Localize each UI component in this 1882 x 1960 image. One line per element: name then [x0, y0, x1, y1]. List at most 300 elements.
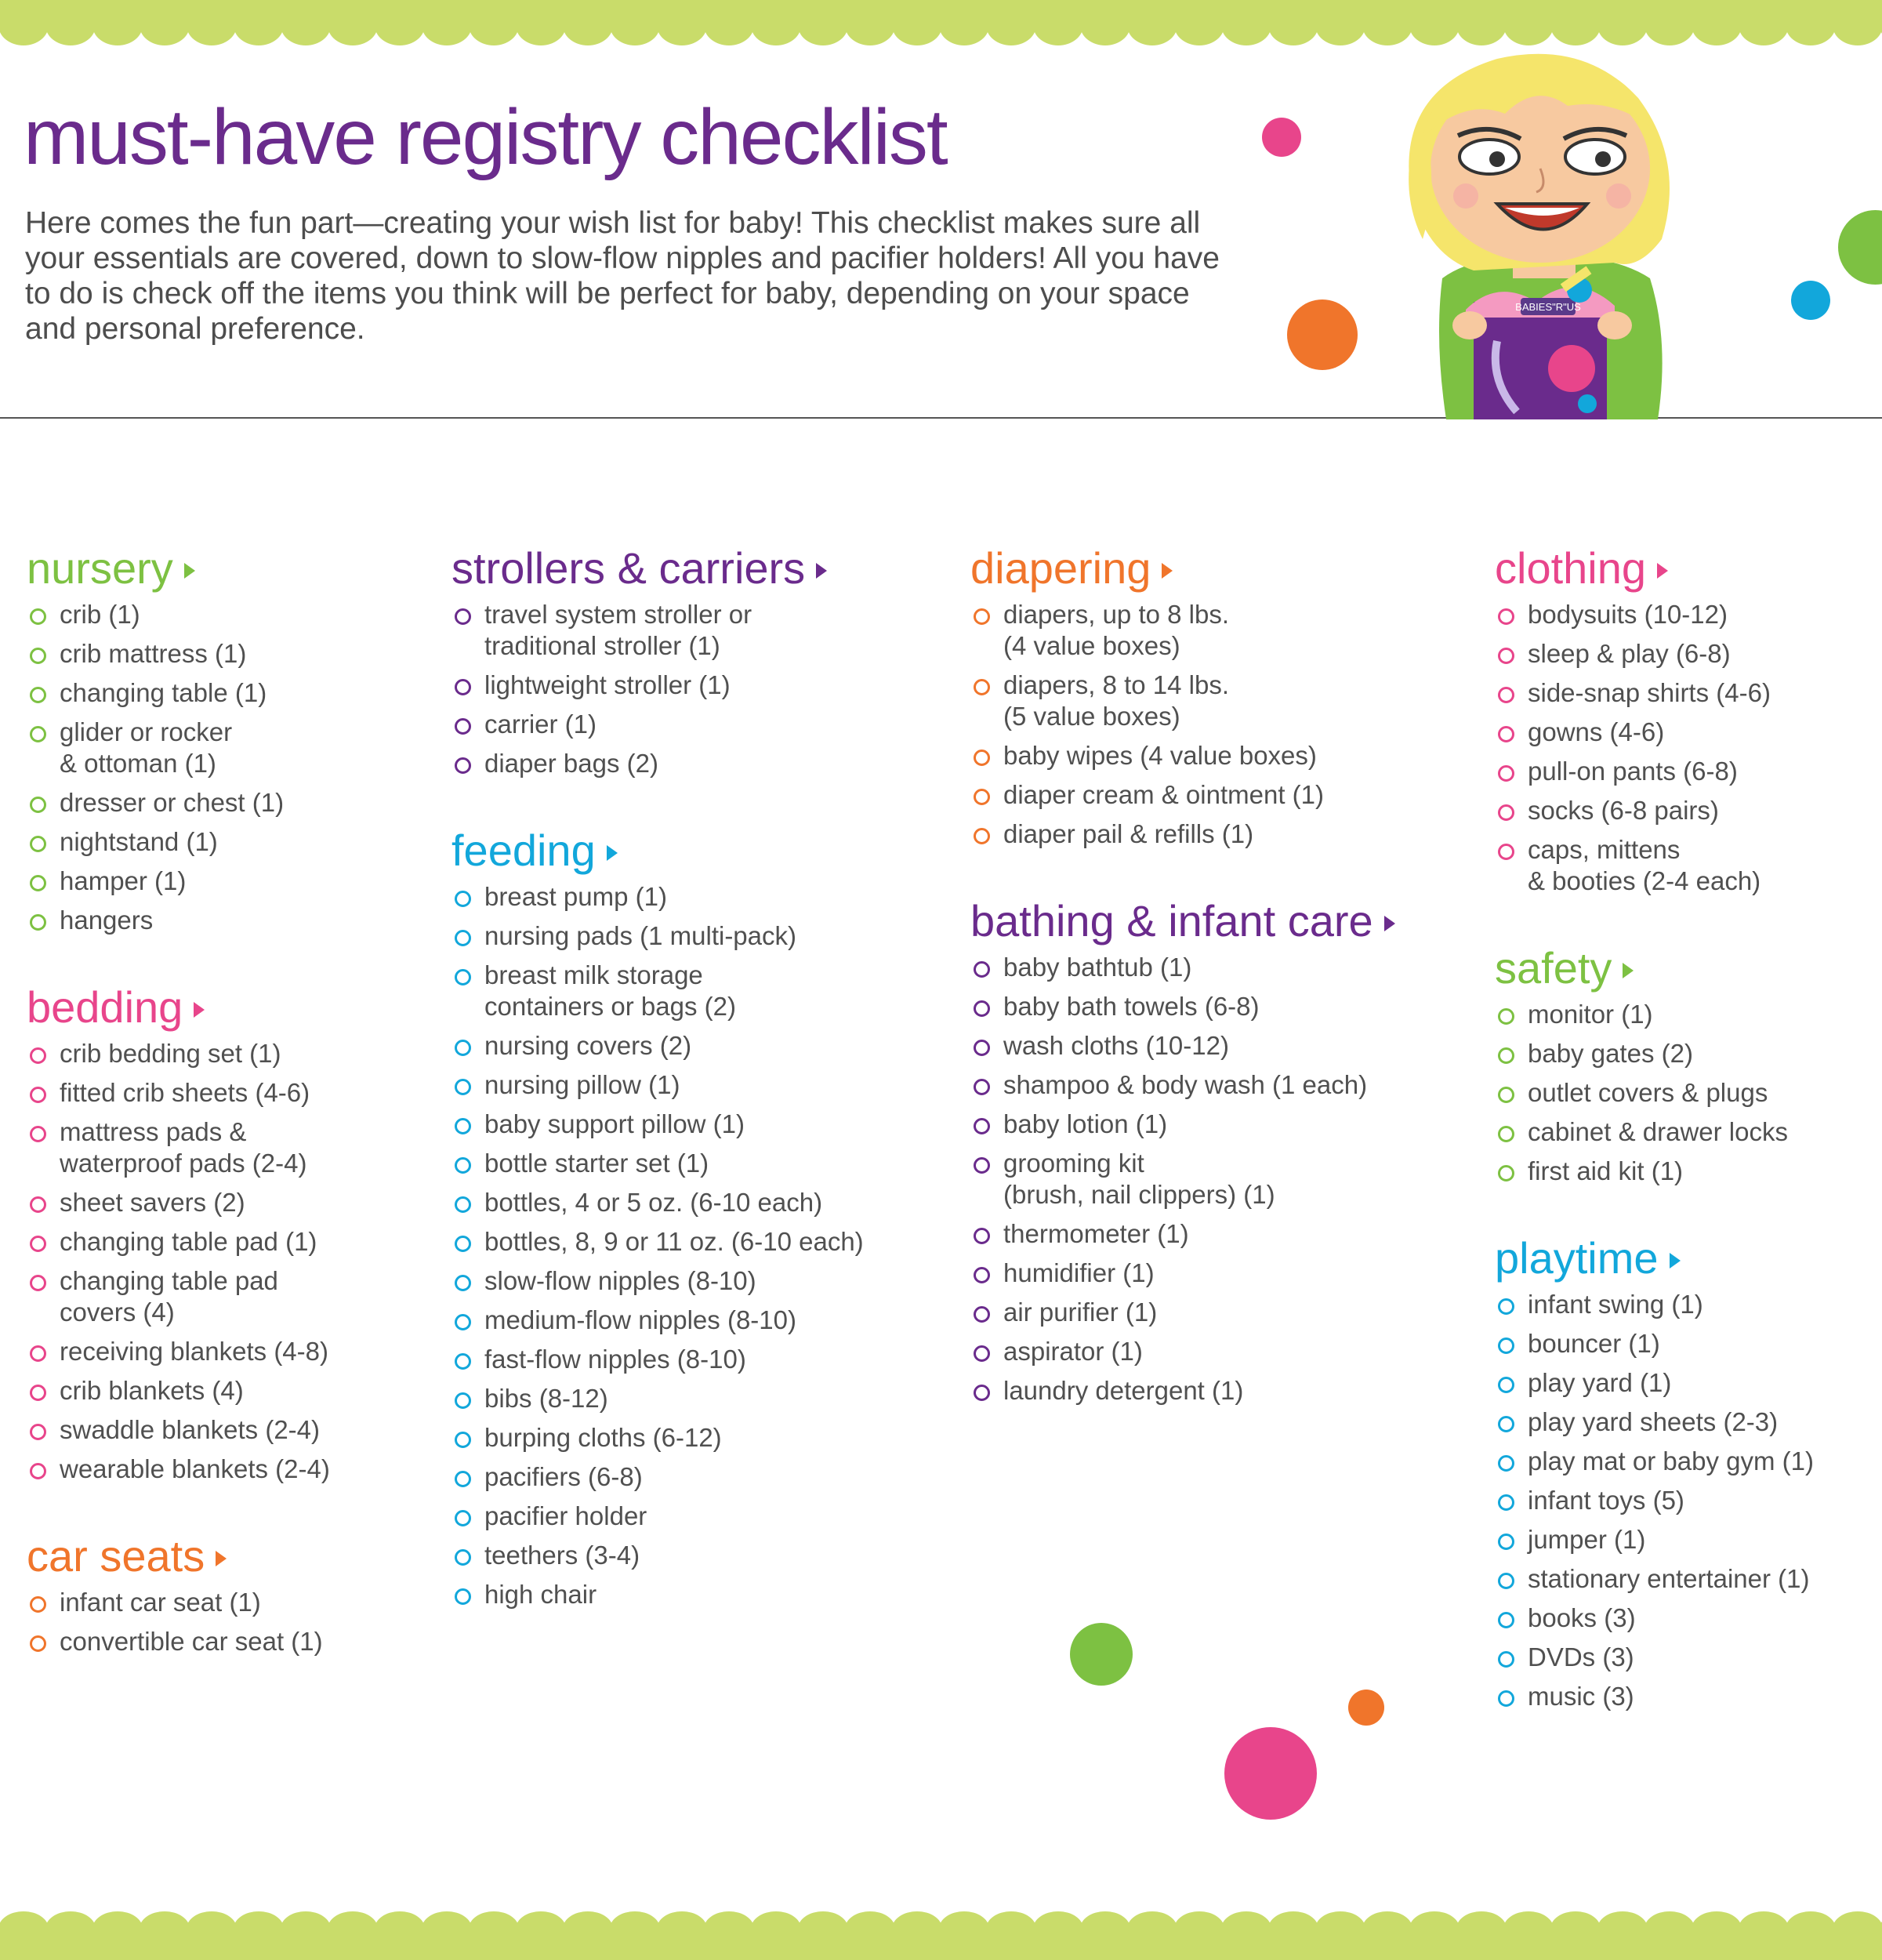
checklist-item-label: caps, mittens & booties (2-4 each)	[1528, 835, 1761, 895]
checklist-item[interactable]	[27, 1336, 434, 1367]
checkbox-circle-icon[interactable]	[455, 718, 471, 735]
section-title-text: bathing & infant care	[970, 896, 1373, 946]
checklist-column-1	[27, 541, 434, 1701]
checklist-item[interactable]	[970, 991, 1472, 1022]
section-title-text: safety	[1495, 943, 1612, 993]
green-dot-decoration	[1838, 210, 1882, 285]
checklist-item[interactable]	[1495, 717, 1871, 748]
checkbox-circle-icon[interactable]	[455, 1314, 471, 1330]
checklist-item[interactable]	[970, 1148, 1472, 1210]
section-playtime	[1495, 1231, 1871, 1712]
checklist-item[interactable]	[451, 1187, 953, 1218]
checklist-item[interactable]	[1495, 1602, 1871, 1634]
checklist-item[interactable]	[451, 960, 953, 1022]
checkbox-circle-icon[interactable]	[455, 1549, 471, 1566]
checklist-item[interactable]	[970, 1336, 1472, 1367]
checklist-items	[27, 1038, 434, 1485]
checklist-item[interactable]	[970, 1258, 1472, 1289]
checklist-item-label: bodysuits (10-12)	[1528, 600, 1728, 629]
checklist-item[interactable]	[27, 599, 434, 630]
checkbox-circle-icon[interactable]	[1498, 1047, 1514, 1064]
pink-dot-decoration-lower	[1224, 1727, 1317, 1820]
section-title-text: clothing	[1495, 543, 1647, 593]
section-title-strollers-and-carriers	[451, 541, 953, 596]
triangle-arrow-icon	[1657, 563, 1668, 579]
checkbox-circle-icon[interactable]	[455, 1196, 471, 1213]
checklist-item[interactable]	[27, 1454, 434, 1485]
section-title-diapering	[970, 541, 1472, 596]
checklist-item-label: receiving blankets (4-8)	[60, 1337, 328, 1366]
checkbox-circle-icon[interactable]	[455, 757, 471, 774]
checkbox-circle-icon[interactable]	[455, 1588, 471, 1605]
checklist-item[interactable]	[1495, 1642, 1871, 1673]
checklist-item[interactable]	[451, 1265, 953, 1297]
checklist-item-label: monitor (1)	[1528, 1000, 1653, 1029]
checkbox-circle-icon[interactable]	[1498, 1377, 1514, 1393]
checklist-item-label: hamper (1)	[60, 866, 187, 895]
checklist-item[interactable]	[451, 1540, 953, 1571]
checkbox-circle-icon[interactable]	[974, 1345, 990, 1362]
checklist-item[interactable]	[451, 1069, 953, 1101]
bottom-scallop-border	[0, 1889, 1882, 1960]
checklist-item[interactable]	[27, 717, 434, 779]
checklist-item[interactable]	[1495, 1038, 1871, 1069]
checkbox-circle-icon[interactable]	[30, 1463, 46, 1479]
checkbox-circle-icon[interactable]	[455, 1079, 471, 1095]
checklist-item-label: pull-on pants (6-8)	[1528, 757, 1738, 786]
checklist-item[interactable]	[1495, 1524, 1871, 1555]
checklist-item-label: laundry detergent (1)	[1003, 1376, 1244, 1405]
checkbox-circle-icon[interactable]	[30, 875, 46, 891]
checkbox-circle-icon[interactable]	[30, 648, 46, 664]
checklist-item[interactable]	[1495, 1367, 1871, 1399]
section-diapering	[970, 541, 1472, 850]
checklist-item-label: carrier (1)	[484, 710, 597, 739]
checklist-item-label: humidifier (1)	[1003, 1258, 1155, 1287]
checklist-column-4	[1495, 541, 1871, 1756]
checklist-item-label: air purifier (1)	[1003, 1298, 1158, 1327]
triangle-arrow-icon	[1384, 916, 1395, 931]
checklist-item[interactable]	[970, 818, 1472, 850]
checkbox-circle-icon[interactable]	[1498, 1087, 1514, 1103]
checkbox-circle-icon[interactable]	[30, 1047, 46, 1064]
checklist-items	[1495, 1289, 1871, 1712]
checklist-item[interactable]	[451, 1148, 953, 1179]
intro-paragraph: Here comes the fun part—creating your wish list for baby! This checklist makes sure all your essentials are covered, down to slow-flow nipples and pacifier holders! All you have to do is check off the items you think will be perfect for baby, depending on your space and personal preference.	[25, 206, 1220, 346]
checkbox-circle-icon[interactable]	[974, 1000, 990, 1017]
checkbox-circle-icon[interactable]	[1498, 1126, 1514, 1142]
checklist-item-label: changing table pad (1)	[60, 1227, 317, 1256]
checklist-item-label: bouncer (1)	[1528, 1329, 1660, 1358]
checkbox-circle-icon[interactable]	[455, 608, 471, 625]
checklist-item-label: travel system stroller or traditional stroller (1)	[484, 600, 752, 660]
checklist-item-label: play mat or baby gym (1)	[1528, 1446, 1814, 1475]
section-clothing	[1495, 541, 1871, 897]
checklist-item-label: baby support pillow (1)	[484, 1109, 745, 1138]
checklist-item-label: gowns (4-6)	[1528, 717, 1665, 746]
checkbox-circle-icon[interactable]	[455, 891, 471, 907]
triangle-arrow-icon	[216, 1551, 227, 1566]
checklist-item-label: wash cloths (10-12)	[1003, 1031, 1229, 1060]
triangle-arrow-icon	[607, 845, 618, 861]
checklist-item-label: books (3)	[1528, 1603, 1636, 1632]
section-title-bathing-and-infant-care	[970, 894, 1472, 949]
checklist-item-label: dresser or chest (1)	[60, 788, 285, 817]
checklist-items	[970, 952, 1472, 1406]
checkbox-circle-icon[interactable]	[1498, 765, 1514, 782]
section-title-feeding	[451, 823, 953, 878]
checkbox-circle-icon[interactable]	[455, 1432, 471, 1448]
checklist-item[interactable]	[1495, 756, 1871, 787]
checklist-item-label: thermometer (1)	[1003, 1219, 1189, 1248]
section-title-text: diapering	[970, 543, 1151, 593]
checklist-item[interactable]	[1495, 795, 1871, 826]
checklist-item[interactable]	[27, 677, 434, 709]
checklist-item-label: breast pump (1)	[484, 882, 667, 911]
checkbox-circle-icon[interactable]	[455, 1157, 471, 1174]
checkbox-circle-icon[interactable]	[1498, 1416, 1514, 1432]
checkbox-circle-icon[interactable]	[1498, 1690, 1514, 1707]
checklist-item-label: nursing covers (2)	[484, 1031, 692, 1060]
checkbox-circle-icon[interactable]	[974, 1118, 990, 1134]
checkbox-circle-icon[interactable]	[1498, 687, 1514, 703]
section-title-safety	[1495, 941, 1871, 996]
checklist-item[interactable]	[27, 1265, 434, 1328]
section-nursery	[27, 541, 434, 936]
checklist-item-label: diaper pail & refills (1)	[1003, 819, 1254, 848]
section-title-playtime	[1495, 1231, 1871, 1286]
checkbox-circle-icon[interactable]	[1498, 1573, 1514, 1589]
checklist-item-label: lightweight stroller (1)	[484, 670, 731, 699]
checklist-item-label: sleep & play (6-8)	[1528, 639, 1731, 668]
checklist-item[interactable]	[970, 1109, 1472, 1140]
checklist-item[interactable]	[1495, 1289, 1871, 1320]
checklist-item[interactable]	[970, 779, 1472, 811]
checklist-item[interactable]	[451, 1422, 953, 1454]
checkbox-circle-icon[interactable]	[1498, 1165, 1514, 1181]
checkbox-circle-icon[interactable]	[974, 608, 990, 625]
checklist-items	[27, 1587, 434, 1657]
checklist-item[interactable]	[1495, 677, 1871, 709]
checklist-item[interactable]	[1495, 638, 1871, 670]
checklist-item-label: nightstand (1)	[60, 827, 218, 856]
checklist-item-label: crib blankets (4)	[60, 1376, 244, 1405]
checkbox-circle-icon[interactable]	[974, 679, 990, 695]
checklist-item-label: glider or rocker & ottoman (1)	[60, 717, 233, 778]
checklist-item-label: breast milk storage containers or bags (2)	[484, 960, 736, 1021]
checkbox-circle-icon[interactable]	[974, 1157, 990, 1174]
section-title-text: strollers & carriers	[451, 543, 806, 593]
checklist-item[interactable]	[451, 881, 953, 913]
checklist-item[interactable]	[27, 1187, 434, 1218]
checkbox-circle-icon[interactable]	[1498, 1612, 1514, 1628]
checkbox-circle-icon[interactable]	[1498, 608, 1514, 625]
checkbox-circle-icon[interactable]	[1498, 1534, 1514, 1550]
checklist-item-label: baby lotion (1)	[1003, 1109, 1168, 1138]
checklist-item[interactable]	[451, 1579, 953, 1610]
checkbox-circle-icon[interactable]	[974, 828, 990, 844]
checklist-item-label: swaddle blankets (2-4)	[60, 1415, 320, 1444]
checklist-item-label: stationary entertainer (1)	[1528, 1564, 1810, 1593]
checkbox-circle-icon[interactable]	[30, 1424, 46, 1440]
checkbox-circle-icon[interactable]	[30, 1126, 46, 1142]
checklist-item[interactable]	[970, 670, 1472, 732]
checklist-item[interactable]	[27, 866, 434, 897]
section-title-text: bedding	[27, 982, 183, 1032]
checklist-item[interactable]	[27, 1626, 434, 1657]
checklist-item-label: fast-flow nipples (8-10)	[484, 1345, 746, 1374]
checkbox-circle-icon[interactable]	[30, 687, 46, 703]
checkbox-circle-icon[interactable]	[30, 608, 46, 625]
checklist-item[interactable]	[970, 1218, 1472, 1250]
checklist-item[interactable]	[27, 1116, 434, 1179]
checkbox-circle-icon[interactable]	[974, 750, 990, 766]
checklist-item[interactable]	[970, 1297, 1472, 1328]
section-title-car-seats	[27, 1529, 434, 1584]
green-dot-decoration-lower	[1070, 1623, 1133, 1686]
checklist-item[interactable]	[27, 638, 434, 670]
checkbox-circle-icon[interactable]	[1498, 1298, 1514, 1315]
checkbox-circle-icon[interactable]	[30, 1236, 46, 1252]
checklist-item-label: infant swing (1)	[1528, 1290, 1703, 1319]
checkbox-circle-icon[interactable]	[1498, 1008, 1514, 1025]
checklist-item-label: diaper cream & ointment (1)	[1003, 780, 1325, 809]
checkbox-circle-icon[interactable]	[30, 1275, 46, 1291]
triangle-arrow-icon	[816, 563, 827, 579]
checklist-item[interactable]	[27, 1038, 434, 1069]
orange-dot-decoration-lower	[1348, 1690, 1384, 1726]
checklist-item[interactable]	[451, 1344, 953, 1375]
section-bathing-and-infant-care	[970, 894, 1472, 1406]
gift-bag-logo: BABIES"R"US	[1515, 301, 1581, 313]
checkbox-circle-icon[interactable]	[455, 1040, 471, 1056]
checklist-item-label: burping cloths (6-12)	[484, 1423, 722, 1452]
checklist-item-label: aspirator (1)	[1003, 1337, 1143, 1366]
checklist-item[interactable]	[451, 1305, 953, 1336]
checkbox-circle-icon[interactable]	[30, 1087, 46, 1103]
checklist-item[interactable]	[1495, 599, 1871, 630]
checklist-item[interactable]	[970, 740, 1472, 771]
checklist-item[interactable]	[1495, 1406, 1871, 1438]
checkbox-circle-icon[interactable]	[1498, 648, 1514, 664]
checklist-item-label: crib (1)	[60, 600, 140, 629]
checklist-item[interactable]	[1495, 834, 1871, 897]
checklist-item[interactable]	[27, 1226, 434, 1258]
checklist-item-label: convertible car seat (1)	[60, 1627, 323, 1656]
checklist-item-label: teethers (3-4)	[484, 1541, 640, 1570]
checkbox-circle-icon[interactable]	[30, 914, 46, 931]
checklist-item-label: sheet savers (2)	[60, 1188, 245, 1217]
checklist-item[interactable]	[1495, 1446, 1871, 1477]
section-title-text: feeding	[451, 826, 596, 875]
section-safety	[1495, 941, 1871, 1187]
mascot-girl-illustration	[1380, 43, 1709, 419]
section-car-seats	[27, 1529, 434, 1657]
section-title-text: nursery	[27, 543, 173, 593]
checkbox-circle-icon[interactable]	[1498, 1455, 1514, 1472]
checklist-item-label: fitted crib sheets (4-6)	[60, 1078, 310, 1107]
checkbox-circle-icon[interactable]	[974, 1079, 990, 1095]
checklist-item-label: bibs (8-12)	[484, 1384, 608, 1413]
checklist-item[interactable]	[27, 826, 434, 858]
checkbox-circle-icon[interactable]	[30, 1635, 46, 1652]
checklist-item[interactable]	[451, 1461, 953, 1493]
checklist-item-label: play yard (1)	[1528, 1368, 1672, 1397]
checkbox-circle-icon[interactable]	[30, 1196, 46, 1213]
checklist-item-label: changing table pad covers (4)	[60, 1266, 278, 1327]
checklist-item-label: pacifiers (6-8)	[484, 1462, 643, 1491]
checkbox-circle-icon[interactable]	[974, 1306, 990, 1323]
checkbox-circle-icon[interactable]	[30, 726, 46, 742]
checkbox-circle-icon[interactable]	[455, 1392, 471, 1409]
checklist-item-label: changing table (1)	[60, 678, 267, 707]
checklist-item[interactable]	[451, 670, 953, 701]
checkbox-circle-icon[interactable]	[1498, 804, 1514, 821]
checklist-item-label: diapers, 8 to 14 lbs. (5 value boxes)	[1003, 670, 1230, 731]
section-title-nursery	[27, 541, 434, 596]
checkbox-circle-icon[interactable]	[974, 1040, 990, 1056]
checklist-items	[1495, 599, 1871, 897]
checklist-item[interactable]	[451, 920, 953, 952]
checklist-item-label: socks (6-8 pairs)	[1528, 796, 1719, 825]
triangle-arrow-icon	[184, 563, 195, 579]
checklist-item[interactable]	[451, 1383, 953, 1414]
checkbox-circle-icon[interactable]	[455, 930, 471, 946]
checkbox-circle-icon[interactable]	[455, 1118, 471, 1134]
checklist-item-label: music (3)	[1528, 1682, 1634, 1711]
checklist-item[interactable]	[451, 599, 953, 662]
checklist-item-label: bottles, 4 or 5 oz. (6-10 each)	[484, 1188, 823, 1217]
checkbox-circle-icon[interactable]	[1498, 1651, 1514, 1668]
checklist-item[interactable]	[970, 1375, 1472, 1406]
checklist-items	[451, 881, 953, 1610]
checkbox-circle-icon[interactable]	[1498, 844, 1514, 860]
triangle-arrow-icon	[1162, 563, 1173, 579]
section-bedding	[27, 980, 434, 1485]
triangle-arrow-icon	[194, 1002, 205, 1018]
checklist-item[interactable]	[27, 1077, 434, 1109]
checklist-item-label: medium-flow nipples (8-10)	[484, 1305, 796, 1334]
checklist-item[interactable]	[27, 1375, 434, 1406]
checklist-item[interactable]	[451, 1501, 953, 1532]
checklist-item-label: baby gates (2)	[1528, 1039, 1693, 1068]
checkbox-circle-icon[interactable]	[974, 789, 990, 805]
checklist-item-label: baby bathtub (1)	[1003, 953, 1192, 982]
checklist-item-label: high chair	[484, 1580, 597, 1609]
checklist-item-label: crib bedding set (1)	[60, 1039, 281, 1068]
checklist-item[interactable]	[451, 748, 953, 779]
checkbox-circle-icon[interactable]	[1498, 1494, 1514, 1511]
checkbox-circle-icon[interactable]	[455, 1353, 471, 1370]
checklist-item[interactable]	[1495, 1681, 1871, 1712]
checklist-item[interactable]	[970, 1030, 1472, 1062]
checklist-items	[27, 599, 434, 936]
checkbox-circle-icon[interactable]	[455, 1275, 471, 1291]
checklist-item[interactable]	[451, 1030, 953, 1062]
checkbox-circle-icon[interactable]	[455, 1510, 471, 1526]
checkbox-circle-icon[interactable]	[455, 969, 471, 985]
checklist-item-label: pacifier holder	[484, 1501, 647, 1530]
checklist-item[interactable]	[970, 599, 1472, 662]
section-title-bedding	[27, 980, 434, 1035]
checkbox-circle-icon[interactable]	[974, 961, 990, 978]
checklist-item[interactable]	[1495, 1485, 1871, 1516]
checklist-item-label: slow-flow nipples (8-10)	[484, 1266, 756, 1295]
checkbox-circle-icon[interactable]	[1498, 1338, 1514, 1354]
checklist-item-label: bottles, 8, 9 or 11 oz. (6-10 each)	[484, 1227, 864, 1256]
checklist-item-label: grooming kit (brush, nail clippers) (1)	[1003, 1149, 1275, 1209]
section-title-text: playtime	[1495, 1233, 1659, 1283]
checklist-item-label: mattress pads & waterproof pads (2-4)	[60, 1117, 307, 1178]
checklist-item[interactable]	[970, 952, 1472, 983]
checklist-item-label: infant car seat (1)	[60, 1588, 261, 1617]
checklist-item-label: diaper bags (2)	[484, 749, 658, 778]
checklist-item[interactable]	[27, 787, 434, 818]
checklist-item-label: baby wipes (4 value boxes)	[1003, 741, 1317, 770]
checklist-item-label: infant toys (5)	[1528, 1486, 1684, 1515]
checklist-item[interactable]	[1495, 1156, 1871, 1187]
checkbox-circle-icon[interactable]	[455, 1236, 471, 1252]
checklist-items	[451, 599, 953, 779]
checklist-item[interactable]	[1495, 1563, 1871, 1595]
checkbox-circle-icon[interactable]	[974, 1228, 990, 1244]
checklist-item-label: hangers	[60, 906, 154, 935]
section-title-clothing	[1495, 541, 1871, 596]
checklist-item[interactable]	[27, 1587, 434, 1618]
checkbox-circle-icon[interactable]	[455, 679, 471, 695]
checkbox-circle-icon[interactable]	[30, 1596, 46, 1613]
orange-dot-decoration	[1287, 299, 1358, 370]
checklist-item[interactable]	[451, 1226, 953, 1258]
checklist-item-label: cabinet & drawer locks	[1528, 1117, 1788, 1146]
checklist-items	[1495, 999, 1871, 1187]
checklist-item-label: nursing pads (1 multi-pack)	[484, 921, 796, 950]
checkbox-circle-icon[interactable]	[1498, 726, 1514, 742]
checklist-item[interactable]	[27, 1414, 434, 1446]
checklist-item[interactable]	[1495, 1116, 1871, 1148]
pink-dot-decoration	[1262, 118, 1301, 157]
triangle-arrow-icon	[1670, 1253, 1681, 1269]
checklist-item-label: outlet covers & plugs	[1528, 1078, 1768, 1107]
checklist-item[interactable]	[1495, 999, 1871, 1030]
checkbox-circle-icon[interactable]	[30, 797, 46, 813]
checklist-item[interactable]	[1495, 1328, 1871, 1359]
checkbox-circle-icon[interactable]	[30, 1345, 46, 1362]
checklist-item-label: baby bath towels (6-8)	[1003, 992, 1260, 1021]
checklist-item-label: DVDs (3)	[1528, 1642, 1634, 1671]
section-strollers-and-carriers	[451, 541, 953, 779]
checkbox-circle-icon[interactable]	[974, 1267, 990, 1283]
checklist-items	[970, 599, 1472, 850]
checklist-column-2	[451, 541, 953, 1654]
checkbox-circle-icon[interactable]	[455, 1471, 471, 1487]
checkbox-circle-icon[interactable]	[30, 1385, 46, 1401]
page-title: must-have registry checklist	[24, 93, 947, 181]
checklist-item-label: shampoo & body wash (1 each)	[1003, 1070, 1368, 1099]
checklist-item[interactable]	[451, 1109, 953, 1140]
checklist-item-label: bottle starter set (1)	[484, 1149, 709, 1178]
checklist-item[interactable]	[1495, 1077, 1871, 1109]
checklist-item[interactable]	[970, 1069, 1472, 1101]
checklist-item-label: nursing pillow (1)	[484, 1070, 680, 1099]
triangle-arrow-icon	[1623, 963, 1634, 978]
checkbox-circle-icon[interactable]	[30, 836, 46, 852]
checklist-item[interactable]	[451, 709, 953, 740]
checklist-item-label: play yard sheets (2-3)	[1528, 1407, 1779, 1436]
section-feeding	[451, 823, 953, 1610]
checkbox-circle-icon[interactable]	[974, 1385, 990, 1401]
checklist-item[interactable]	[27, 905, 434, 936]
